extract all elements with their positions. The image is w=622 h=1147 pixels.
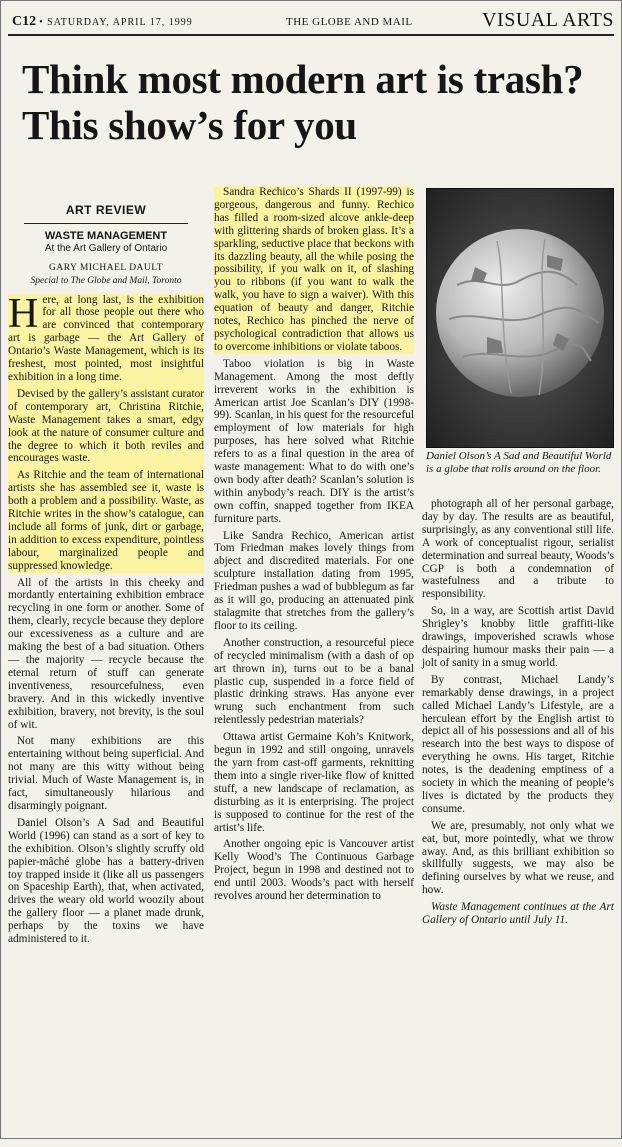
drop-cap: H xyxy=(8,290,39,337)
paragraph: photograph all of her personal garbage, day by day. The results are as beautiful, surprisingly, as any conventional still life. A work of conceptualist rigour, serialist determination and surreal beauty, Woods’s CGP is both a condemnation of wastefulness and a tribute to responsibility. xyxy=(422,498,614,601)
page-number: C12 xyxy=(12,14,37,29)
section-name: VISUAL ARTS xyxy=(482,9,614,31)
paragraph: Devised by the gallery’s assistant curator of contemporary art, Christina Ritchie, Waste Management takes a smart, edgy look at the nature of consumer culture and the degree to which it both reviles and encourages waste. xyxy=(8,387,204,465)
byline: GARY MICHAEL DAULT xyxy=(48,262,164,273)
show-title: WASTE MANAGEMENT xyxy=(44,229,168,242)
paragraph: Ottawa artist Germaine Koh’s Knitwork, begun in 1992 and still ongoing, unravels the yarn from cast-off garments, reknitting them into a single river-like flow of knitted stuff, a new landscape of reclamation, as disturbing as it is enterprising. The project is supposed to continue for the rest of the artist’s life. xyxy=(214,731,414,834)
paragraph: Another ongoing epic is Vancouver artist Kelly Wood’s The Continuous Garbage Project, begun in 1998 and destined not to end until 2003. Woods’s pact with herself revolves around her determination to xyxy=(214,838,414,903)
paragraph: Like Sandra Rechico, American artist Tom Friedman makes lovely things from abject and discredited materials. For one sculpture installation dating from 1995, Friedman pushes a wad of bubblegum as far as it will go, producing an attenuated pink stalagmite that stretches from the gallery’s floor to its ceiling. xyxy=(214,529,414,632)
headline-line-1: Think most modern art is trash? xyxy=(22,56,584,102)
article-column-3 xyxy=(422,498,614,931)
paragraph: By contrast, Michael Landy’s remarkably dense drawings, in a project called Michael Landy’s Lifestyle, are a herculean effort by the English artist to depict all of his possessions and all of his research into the best ways to dispose of everything he owns. His target, Ritchie notes, is the deadening emptiness of a society in which the meaning of people’s lives is dictated by the products they consume. xyxy=(422,673,614,815)
show-venue: At the Art Gallery of Ontario xyxy=(44,242,168,254)
paragraph: Daniel Olson’s A Sad and Beautiful World (1996) can stand as a sort of key to the exhibition. Olson’s slightly scruffy old papier-mâché globe has a battery-driven toy trapped inside it (like all us passengers on Spaceship Earth), that, when activated, drives the weary old world woozily about the gallery floor — a planet made drunk, perhaps by the toxins we have administered to it. xyxy=(8,816,204,946)
paragraph: Another construction, a resourceful piece of recycled minimalism (with a dash of op art thrown in), turns out to be a banal plastic cup, suspended in a force field of plastic drinking straws. Has anyone ever wrung such enchantment from such relentlessly pedestrian materials? xyxy=(214,636,414,727)
headline-line-2: This show’s for you xyxy=(22,102,357,148)
review-kicker: ART REVIEW xyxy=(24,200,188,224)
article-column-2 xyxy=(214,186,414,907)
paragraph: All of the artists in this cheeky and mordantly entertaining exhibition embrace recycling in one form or another. Some of them, clearly, recycle because they deplore our excessiveness as a culture and are making the best of a bad situation. Others — the majority — recycle because the eternal return of stuff can generate inventiveness, resourcefulness, even bravery. And in this wickedly inventive exhibition, bravery, not brevity, is the soul of wit. xyxy=(8,576,204,731)
article-column-1 xyxy=(8,200,204,950)
paper-name: THE GLOBE AND MAIL xyxy=(286,16,413,28)
paragraph xyxy=(8,290,204,384)
paragraph-text: ere, at long last, is the exhibition for all those people out there who are convinced that contemporary art is garbage — the Art Gallery of Ontario’s Waste Management, which is its freshest, most pointed, most insightful exhibition in a long time. xyxy=(8,293,204,383)
page-date xyxy=(12,14,193,30)
paragraph: Taboo violation is big in Waste Management. Among the most deftly irreverent works in the exhibition is American artist Joe Scanlan’s DIY (1998-99). Scanlan, in his quest for the resourceful employment of low materials for high purposes, has here solved what Ritchie refers to as a final question in the area of waste management: What to do with one’s own body after death? Scanlan’s solution is within anybody’s reach. DIY is the artist’s own coffin, snapped together from IKEA furniture parts. xyxy=(214,357,414,525)
photo-caption: Daniel Olson’s A Sad and Beautiful World is a globe that rolls around on the floor. xyxy=(426,450,612,475)
paragraph: We are, presumably, not only what we eat, but, more pointedly, what we throw away. And, as this brilliant exhibition so skillfully suggests, we may also be defining ourselves by what we reuse, and how. xyxy=(422,819,614,897)
highlighted-paragraph: Sandra Rechico’s Shards II (1997-99) is gorgeous, dangerous and funny. Rechico has filled a room-sized alcove ankle-deep with glittering shards of broken glass. It’s a sparkling, seductive place that beckons with its dazzling beauty, all the while posing the possibility, if you walk on it, of slashing you to ribbons (if you want to walk the walk, you have to sign a waiver). With this equation of beauty and danger, Ritchie notes, Rechico has pinched the nerve of psychological contradiction that allows us to overcome inhibitions or violate taboos. xyxy=(214,186,414,353)
issue-date: • SATURDAY, APRIL 17, 1999 xyxy=(39,17,193,28)
newspaper-page xyxy=(8,8,614,1131)
paragraph: So, in a way, are Scottish artist David Shrigley’s knobby little graffiti-like drawings, impoverished scrawls whose despairing humour masks their pain — a jolt of sanity in a smug world. xyxy=(422,605,614,669)
closing-note: Waste Management continues at the Art Gallery of Ontario until July 11. xyxy=(422,901,614,927)
headline xyxy=(22,56,612,148)
byline-affiliation: Special to The Globe and Mail, Toronto xyxy=(30,275,182,286)
paragraph: As Ritchie and the team of international artists she has assembled see it, waste is both a problem and a possibility. Waste, as Ritchie writes in the show’s catalogue, can include all forms of junk, dirt or garbage, in addition to excess expenditure, pointless labour, marginalized people and suppressed knowledge. xyxy=(8,469,204,572)
highlighted-passage xyxy=(8,290,204,573)
globe-photo xyxy=(426,188,614,448)
review-header xyxy=(8,200,204,288)
paragraph: Not many exhibitions are this entertaining without being superficial. And not many are this witty without being trivial. Much of Waste Management is, in fact, simultaneously hilarious and disarmingly poignant. xyxy=(8,735,204,812)
globe-image xyxy=(427,189,613,447)
masthead xyxy=(8,8,614,36)
